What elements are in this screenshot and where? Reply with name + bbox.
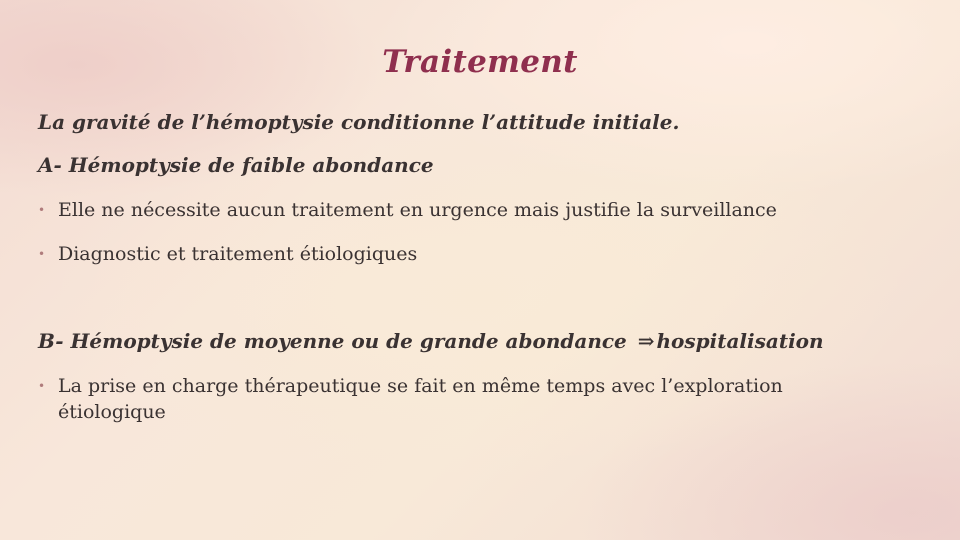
section-b-heading-tail: hospitalisation <box>656 329 824 353</box>
bullet-text: Elle ne nécessite aucun traitement en urgence mais justifie la surveillance <box>58 199 777 221</box>
bullet-text: La prise en charge thérapeutique se fait en même temps avec l’exploration étiologique <box>58 375 783 423</box>
bullet-icon: • <box>38 203 46 217</box>
bullet-icon: • <box>38 379 46 393</box>
bullet-item <box>38 373 848 425</box>
slide-title: Traitement <box>382 44 578 80</box>
bullet-icon: • <box>38 247 46 261</box>
section-a-heading: A- Hémoptysie de faible abondance <box>38 153 434 177</box>
implies-arrow-icon: ⇒ <box>637 329 655 353</box>
bullet-item <box>38 241 848 267</box>
bullet-item <box>38 197 848 223</box>
section-b-heading: B- Hémoptysie de moyenne ou de grande abondance <box>38 329 627 353</box>
bullet-text: Diagnostic et traitement étiologiques <box>58 243 418 265</box>
section-b-heading-line <box>38 329 824 353</box>
intro-text: La gravité de l’hémoptysie conditionne l’attitude initiale. <box>38 110 680 134</box>
